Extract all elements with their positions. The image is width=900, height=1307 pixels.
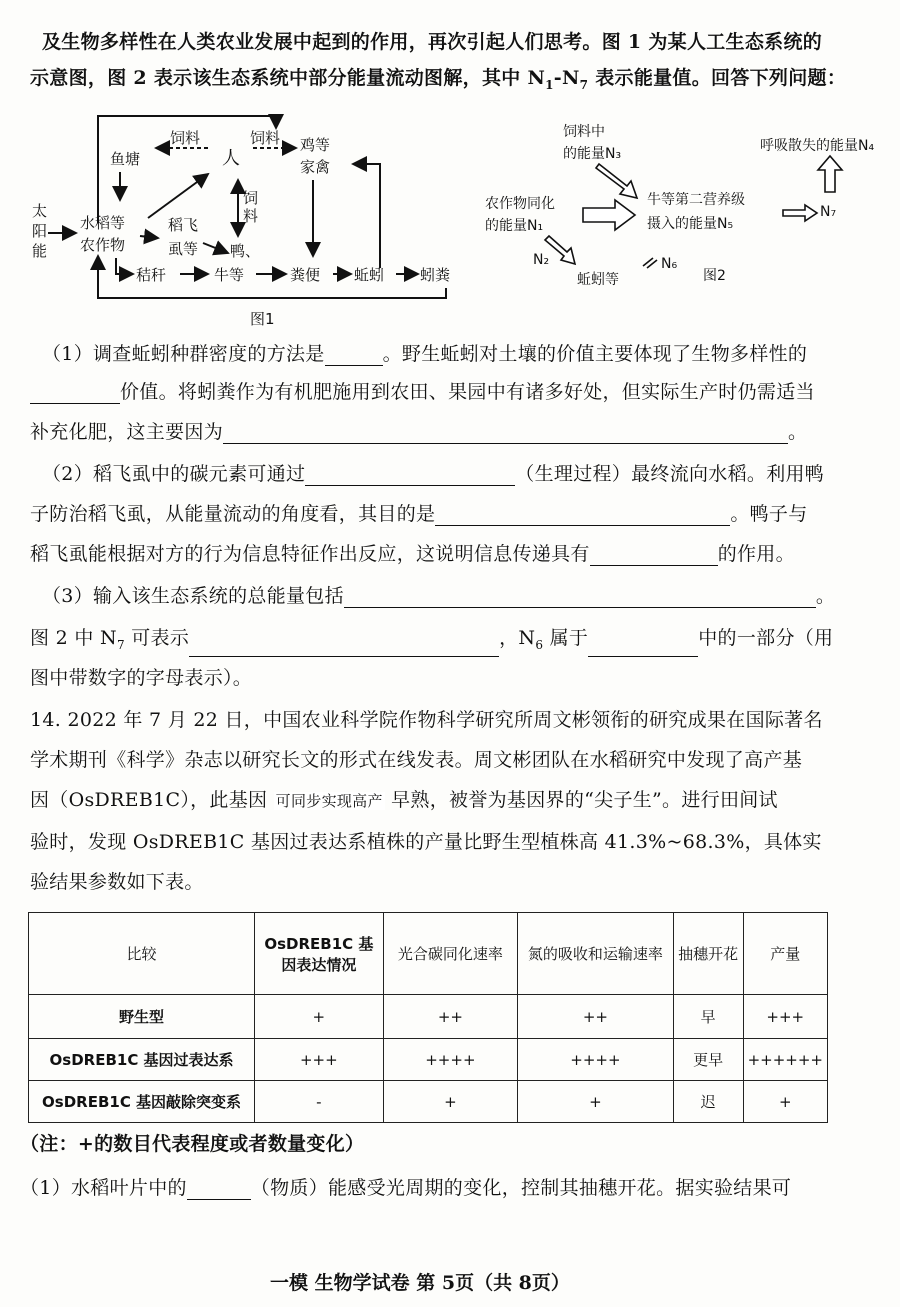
table-cell: + xyxy=(383,1081,518,1123)
pond-label: 鱼塘 xyxy=(110,150,141,168)
table-header-cell: 比较 xyxy=(29,913,255,995)
q2-blank-1[interactable] xyxy=(305,465,515,486)
q14-line-1: 14. 2022 年 7 月 22 日，中国农业科学院作物科学研究所周文彬领衔的研究成果在国际著名 xyxy=(30,709,823,731)
q2-blank-2[interactable] xyxy=(435,505,730,526)
earthworm-fig2-label: 蚯蚓等 xyxy=(577,272,619,288)
table-cell: - xyxy=(255,1081,384,1123)
second-level-label-1: 牛等第二营养级 xyxy=(647,192,745,208)
table-note: （注：+的数目代表程度或者数量变化） xyxy=(20,1133,365,1155)
table-cell: ++ xyxy=(518,995,674,1039)
intro-line-2: 示意图，图 2 表示该生态系统中部分能量流动图解，其中 $N_1-N_7$ 表示能量值。回答下列问题： xyxy=(30,67,847,92)
table-header-cell: 光合碳同化速率 xyxy=(383,913,518,995)
table-cell: + xyxy=(255,995,384,1039)
q1-blank-3[interactable] xyxy=(223,423,788,444)
table-cell: + xyxy=(518,1081,674,1123)
table-cell: + xyxy=(743,1081,827,1123)
q1-line-1: （1）调查蚯蚓种群密度的方法是 。野生蚯蚓对土壤的价值主要体现了生物多样性的 xyxy=(42,343,808,365)
manure-label: 粪便 xyxy=(290,266,321,284)
q3-blank-3[interactable] xyxy=(588,636,698,657)
q14-line-2: 学术期刊《科学》杂志以研究长文的形式在线发表。周文彬团队在水稻研究中发现了高产基 xyxy=(30,749,803,771)
sun-label-1: 太 xyxy=(32,202,48,220)
table-cell: 野生型 xyxy=(29,995,255,1039)
q3-line-2: 图 2 中 $N_7$ 可表示 ，$N_6$ 属于 中的一部分（用 xyxy=(30,626,833,657)
q14-1-blank[interactable] xyxy=(187,1179,251,1200)
n6-label: N₆ xyxy=(661,256,678,272)
crop-energy-label-1: 农作物同化 xyxy=(485,196,555,212)
table-header-cell: 产量 xyxy=(743,913,827,995)
duck-label: 鸭、 xyxy=(230,242,261,260)
q1-blank-1[interactable] xyxy=(325,345,383,366)
feed-vertical-1: 饲 xyxy=(243,189,259,207)
q2-line-2: 子防治稻飞虱，从能量流动的角度看，其目的是 。鸭子与 xyxy=(30,503,808,525)
figure-2-caption: 图2 xyxy=(703,268,726,284)
sun-label-2: 阳 xyxy=(32,222,48,240)
q1-blank-2[interactable] xyxy=(30,383,120,404)
wormcast-label: 蚓粪 xyxy=(420,266,451,284)
n7-label: N₇ xyxy=(820,204,837,220)
table-cell: OsDREB1C 基因过表达系 xyxy=(29,1039,255,1081)
feed-energy-label-1: 饲料中 xyxy=(563,124,605,140)
q2-line-1: （2）稻飞虱中的碳元素可通过 （生理过程）最终流向水稻。利用鸭 xyxy=(42,463,825,485)
intro-line-1: 及生物多样性在人类农业发展中起到的作用，再次引起人们思考。图 1 为某人工生态系统的 xyxy=(42,31,823,53)
table-header-row xyxy=(29,913,828,995)
q1-line-2: 价值。将蚓粪作为有机肥施用到农田、果园中有诸多好处，但实际生产时仍需适当 xyxy=(30,380,815,404)
figure-1-ecosystem-diagram xyxy=(28,108,468,338)
table-row xyxy=(29,1039,828,1081)
table-cell: 早 xyxy=(673,995,743,1039)
q2-line-3: 稻飞虱能根据对方的行为信息特征作出反应，这说明信息传递具有 的作用。 xyxy=(30,543,795,565)
feed-label-left: 饲料 xyxy=(170,129,201,147)
table-cell: ++++ xyxy=(518,1039,674,1081)
n2-label: N₂ xyxy=(533,252,550,268)
planthopper-label-1: 稻飞 xyxy=(168,216,199,234)
table-cell: +++ xyxy=(743,995,827,1039)
table-header-cell: 抽穗开花 xyxy=(673,913,743,995)
q3-blank-1[interactable] xyxy=(344,587,816,608)
straw-label: 秸秆 xyxy=(136,266,167,284)
earthworm-label: 蚯蚓 xyxy=(354,266,385,284)
respiration-label: 呼吸散失的能量N₄ xyxy=(760,138,875,154)
human-label: 人 xyxy=(222,148,240,169)
table-cell: ++ xyxy=(383,995,518,1039)
poultry-label-2: 家禽 xyxy=(300,158,331,176)
figure-2-energy-flow-diagram xyxy=(475,112,895,302)
table-header-cell: OsDREB1C 基因表达情况 xyxy=(255,913,384,995)
table-row xyxy=(29,995,828,1039)
q3-line-3: 图中带数字的字母表示）。 xyxy=(30,667,253,689)
planthopper-label-2: 虱等 xyxy=(168,240,199,258)
crop-label-2: 农作物 xyxy=(80,236,126,254)
q14-line-4: 验时，发现 OsDREB1C 基因过表达系植株的产量比野生型植株高 41.3%~68.3%，具体实 xyxy=(30,831,822,853)
q14-1-line: （1）水稻叶片中的 （物质）能感受光周期的变化，控制其抽穗开花。据实验结果可 xyxy=(20,1177,792,1199)
feed-label-right: 饲料 xyxy=(250,129,281,147)
experiment-results-table xyxy=(28,912,828,1123)
table-cell: 更早 xyxy=(673,1039,743,1081)
feed-vertical-2: 料 xyxy=(243,207,259,225)
crop-label-1: 水稻等 xyxy=(80,214,126,232)
second-level-label-2: 摄入的能量N₅ xyxy=(647,216,734,232)
feed-energy-label-2: 的能量N₃ xyxy=(563,146,622,162)
table-cell: ++++++ xyxy=(743,1039,827,1081)
q2-blank-3[interactable] xyxy=(590,545,718,566)
q14-line-3: 因（OsDREB1C），此基因 可同步实现高产 早熟，被誉为基因界的“尖子生”。进行田间试 xyxy=(30,789,778,811)
q14-overlay-text: 可同步实现高产 xyxy=(275,792,383,810)
table-row xyxy=(29,1081,828,1123)
crop-energy-label-2: 的能量N₁ xyxy=(485,218,544,234)
figure-1-caption: 图1 xyxy=(250,310,275,328)
table-header-cell: 氮的吸收和运输速率 xyxy=(518,913,674,995)
q14-line-5: 验结果参数如下表。 xyxy=(30,871,204,893)
sun-label-3: 能 xyxy=(32,242,48,260)
q3-line-1: （3）输入该生态系统的总能量包括 。 xyxy=(42,585,836,607)
table-cell: 迟 xyxy=(673,1081,743,1123)
table-cell: OsDREB1C 基因敲除突变系 xyxy=(29,1081,255,1123)
table-cell: +++ xyxy=(255,1039,384,1081)
poultry-label-1: 鸡等 xyxy=(300,136,331,154)
cattle-label: 牛等 xyxy=(214,266,245,284)
page-footer: 一模 生物学试卷 第 5页（共 8页） xyxy=(270,1272,570,1294)
q1-line-3: 补充化肥，这主要因为 。 xyxy=(30,421,808,443)
table-cell: ++++ xyxy=(383,1039,518,1081)
q3-blank-2[interactable] xyxy=(189,636,499,657)
